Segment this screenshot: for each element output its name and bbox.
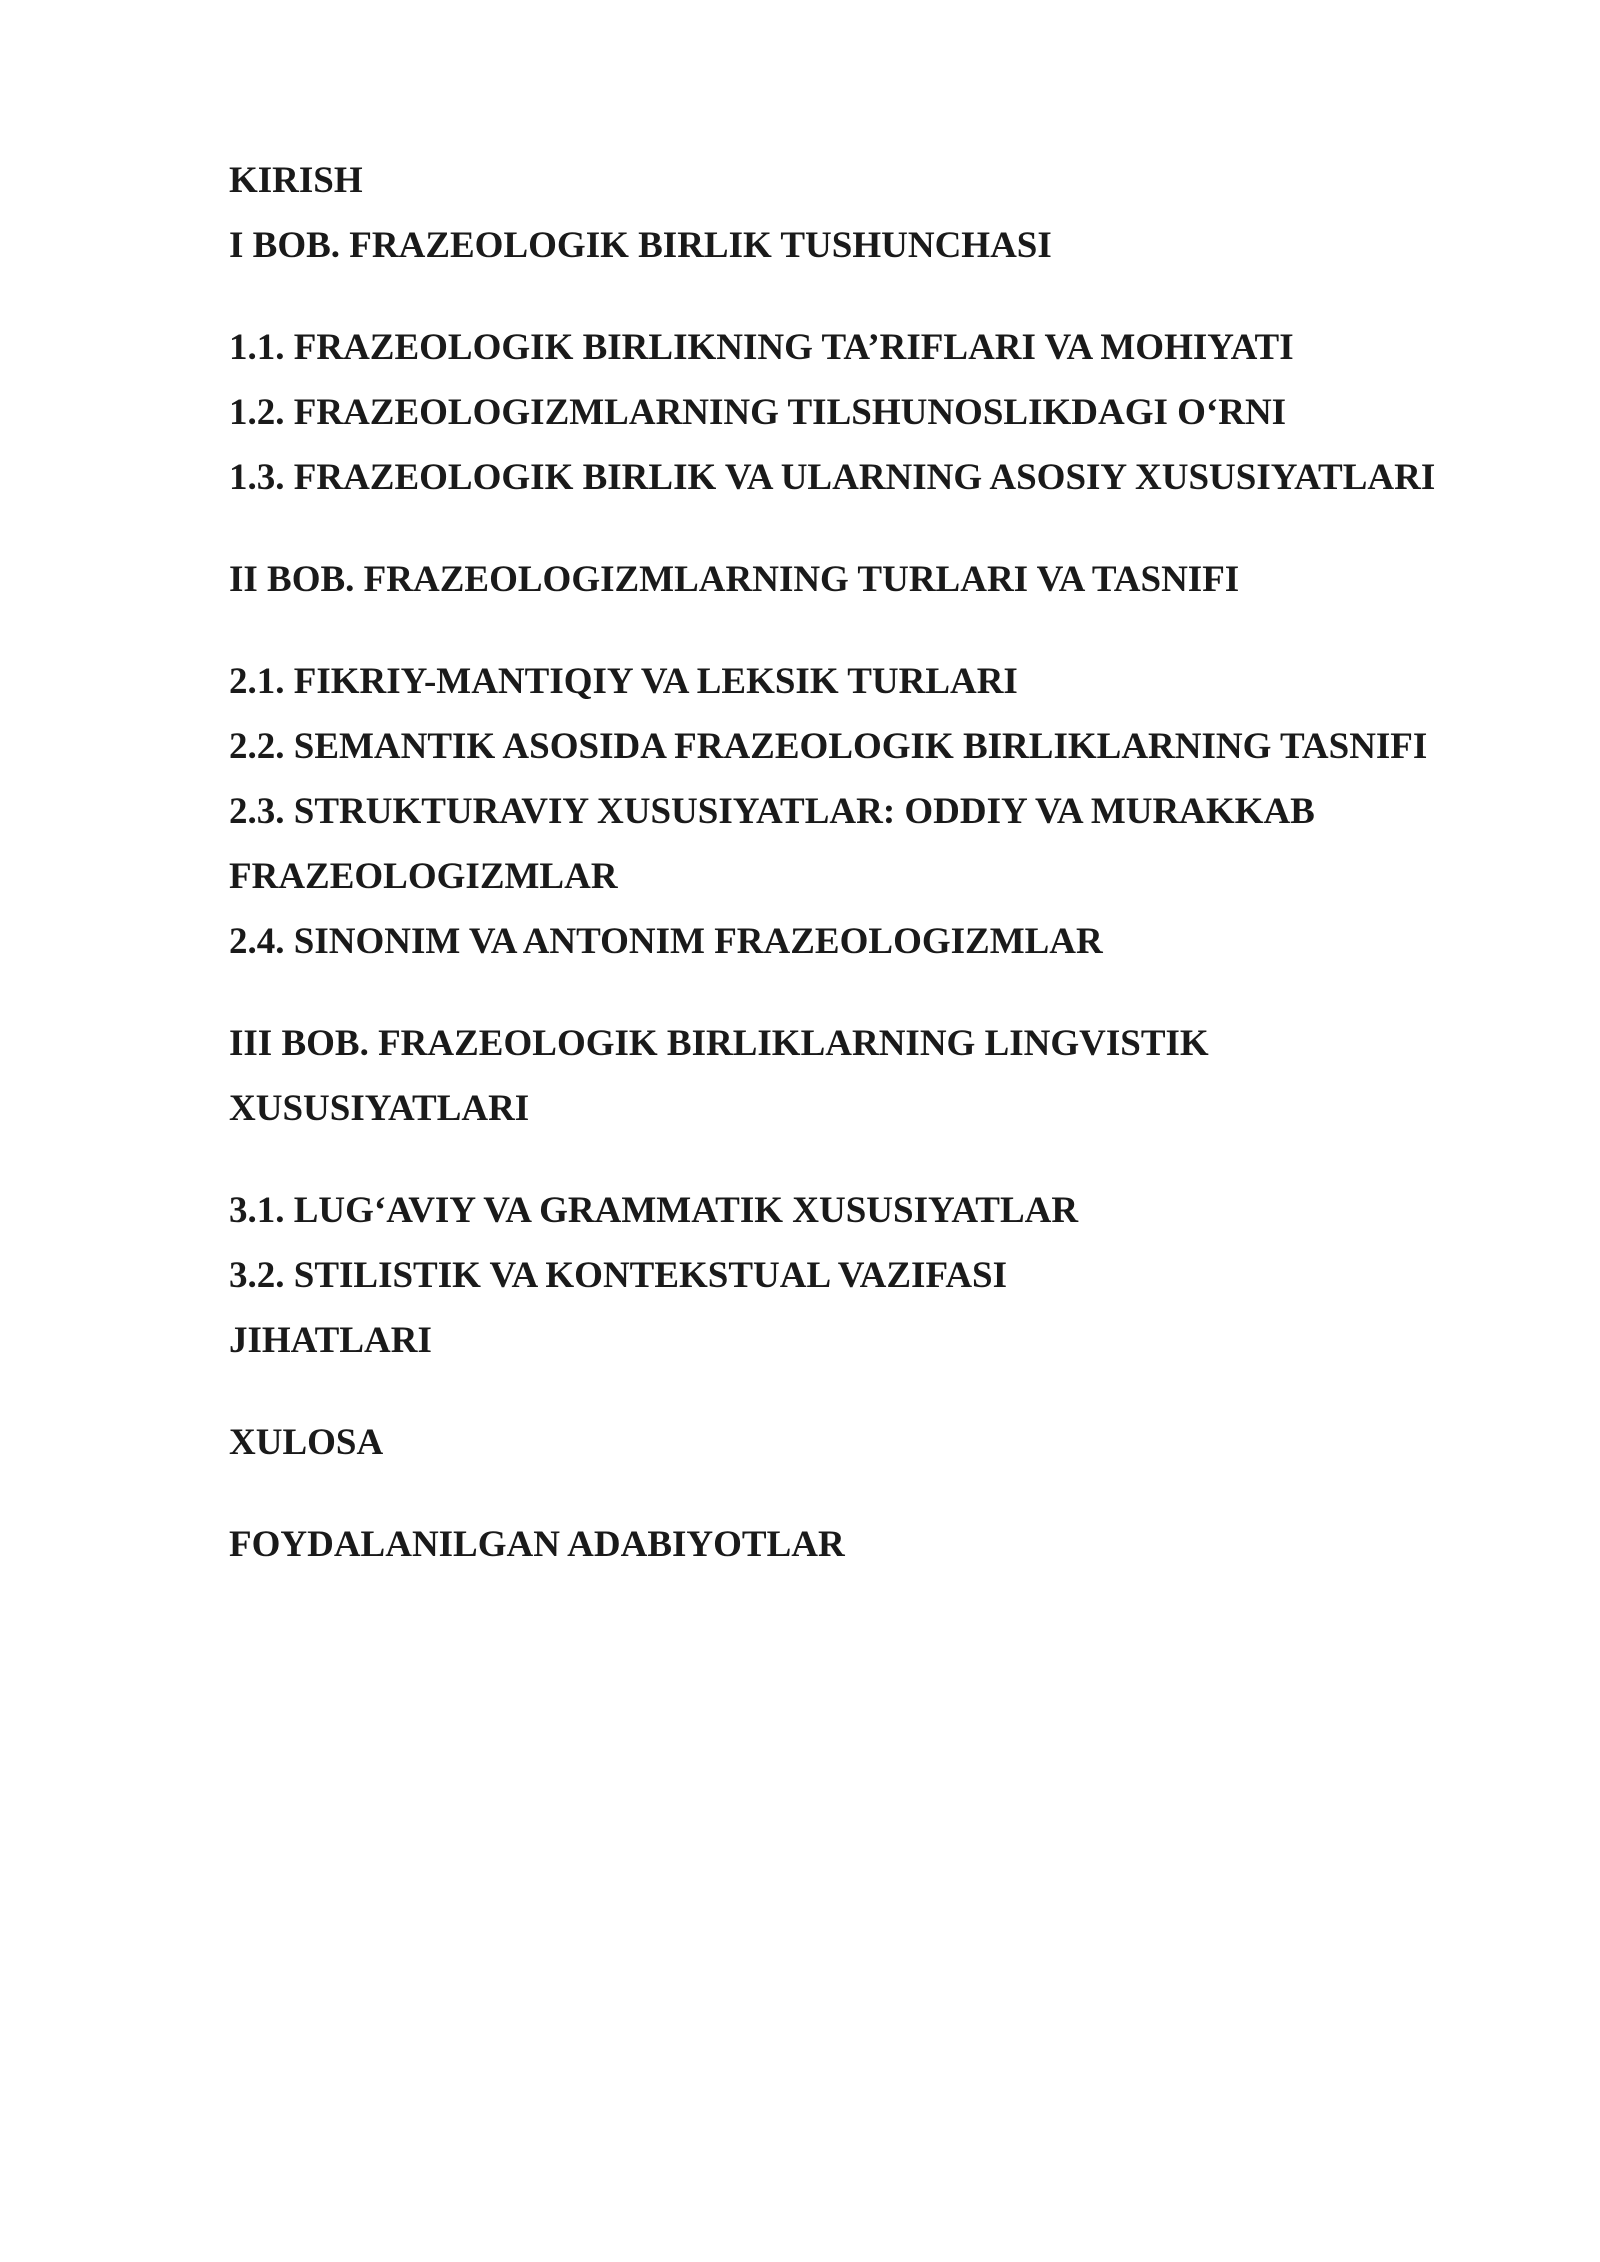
toc-section-2-2: 2.2. SEMANTIK ASOSIDA FRAZEOLOGIK BIRLIKLARNING TASNIFI (229, 726, 1428, 767)
section-gap (229, 612, 1549, 649)
section-gap (229, 1373, 1549, 1410)
toc-section-3-2-line-2: JIHATLARI (229, 1320, 432, 1361)
toc-entry-kirish: KIRISH (229, 160, 363, 201)
table-of-contents (229, 148, 1549, 1577)
toc-chapter-3-title-line-1: III BOB. FRAZEOLOGIK BIRLIKLARNING LINGVISTIK (229, 1023, 1209, 1064)
section-gap (229, 510, 1549, 547)
section-gap (229, 278, 1549, 315)
toc-section-1-1: 1.1. FRAZEOLOGIK BIRLIKNING TA’RIFLARI VA MOHIYATI (229, 327, 1294, 368)
toc-chapter-2-title: II BOB. FRAZEOLOGIZMLARNING TURLARI VA TASNIFI (229, 559, 1240, 600)
toc-section-3-1: 3.1. LUG‘AVIY VA GRAMMATIK XUSUSIYATLAR (229, 1190, 1079, 1231)
toc-entry-xulosa: XULOSA (229, 1422, 384, 1463)
toc-section-3-2-line-1: 3.2. STILISTIK VA KONTEKSTUAL VAZIFASI (229, 1255, 1008, 1296)
toc-section-1-3: 1.3. FRAZEOLOGIK BIRLIK VA ULARNING ASOSIY XUSUSIYATLARI (229, 457, 1436, 498)
toc-section-2-3-line-1: 2.3. STRUKTURAVIY XUSUSIYATLAR: ODDIY VA MURAKKAB (229, 791, 1315, 832)
toc-section-2-3-line-2: FRAZEOLOGIZMLAR (229, 856, 618, 897)
section-gap (229, 974, 1549, 1011)
toc-section-2-4: 2.4. SINONIM VA ANTONIM FRAZEOLOGIZMLAR (229, 921, 1103, 962)
toc-section-1-2: 1.2. FRAZEOLOGIZMLARNING TILSHUNOSLIKDAGI O‘RNI (229, 392, 1287, 433)
toc-chapter-1-title: I BOB. FRAZEOLOGIK BIRLIK TUSHUNCHASI (229, 225, 1052, 266)
toc-section-2-1: 2.1. FIKRIY-MANTIQIY VA LEKSIK TURLARI (229, 661, 1018, 702)
toc-entry-adabiyotlar: FOYDALANILGAN ADABIYOTLAR (229, 1524, 845, 1565)
toc-chapter-3-title-line-2: XUSUSIYATLARI (229, 1088, 530, 1129)
section-gap (229, 1475, 1549, 1512)
section-gap (229, 1141, 1549, 1178)
